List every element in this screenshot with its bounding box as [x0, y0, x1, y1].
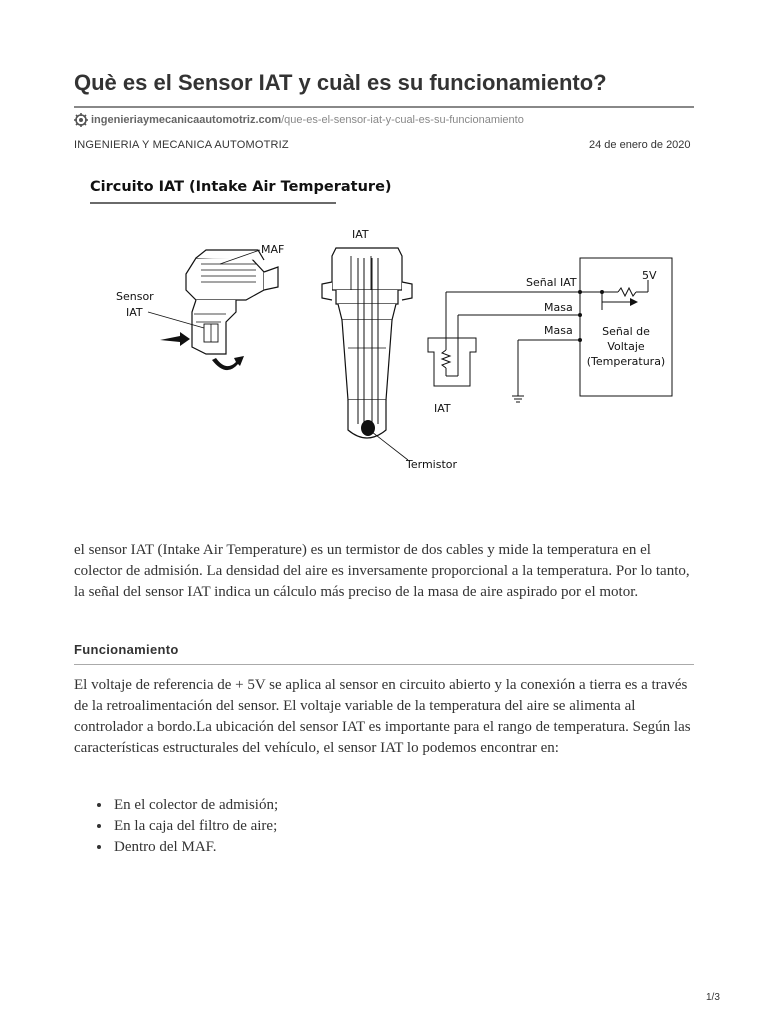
thermistor-bead: [361, 420, 375, 436]
intro-paragraph: el sensor IAT (Intake Air Temperature) es un termistor de dos cables y mide la temperatura en el colector de admisión. La densidad del aire es inversamente proporcional a la temperatura. Por lo tanto, la señal del sensor IAT indica un cálculo más preciso de la masa de aire aspirado por el motor.: [74, 542, 690, 600]
source-domain-link[interactable]: ingenieriaymecanicaautomotriz.com: [91, 114, 282, 126]
source-path: /que-es-el-sensor-iat-y-cual-es-su-funcionamiento: [281, 114, 524, 126]
label-iat-small: IAT: [126, 306, 143, 319]
figure-title: Circuito IAT (Intake Air Temperature): [90, 179, 392, 195]
section-heading-funcionamiento: Funcionamiento: [74, 642, 179, 657]
iat-circuit-diagram: [86, 172, 686, 482]
location-list: [74, 795, 278, 858]
site-favicon-icon: [74, 113, 88, 127]
publish-date: 24 de enero de 2020: [589, 139, 691, 151]
label-masa-2: Masa: [544, 324, 573, 337]
label-voltaje: Voltaje: [607, 340, 645, 353]
label-iat-top: IAT: [352, 228, 369, 241]
label-sensor: Sensor: [116, 290, 154, 303]
source-line: [74, 113, 524, 127]
publisher-name: INGENIERIA Y MECANICA AUTOMOTRIZ: [74, 139, 289, 151]
title-divider: [74, 106, 694, 108]
label-termistor: Termistor: [406, 458, 458, 471]
page-title: Què es el Sensor IAT y cuàl es su funcionamiento?: [74, 70, 607, 95]
list-item: • Dentro del MAF.: [112, 837, 278, 858]
iat-probe-drawing: [322, 248, 412, 438]
label-5v: 5V: [642, 269, 657, 282]
label-iat-bottom: IAT: [434, 402, 451, 415]
label-senal-iat: Señal IAT: [526, 276, 577, 289]
label-senal-de: Señal de: [602, 325, 650, 338]
funcionamiento-paragraph: El voltaje de referencia de + 5V se aplica al sensor en circuito abierto y la conexión a tierra es a través de la retroalimentación del sensor. El voltaje variable de la temperatura del aire se alimenta al controlador a bordo.La ubicación del sensor IAT es importante para el rango de temperatura. Según las características estructurales del vehículo, el sensor IAT lo podemos encontrar en:: [74, 677, 691, 756]
airflow-arrow-in: [160, 332, 190, 346]
airflow-arrow-out: [212, 356, 244, 370]
label-maf: MAF: [261, 243, 285, 256]
page-number: 1/3: [706, 992, 720, 1003]
list-item: • En la caja del filtro de aire;: [112, 816, 278, 837]
section-divider: [74, 664, 694, 665]
maf-sensor-drawing: [186, 250, 278, 354]
label-temperatura: (Temperatura): [586, 355, 666, 368]
list-item: • En el colector de admisión;: [112, 795, 278, 816]
label-masa-1: Masa: [544, 301, 573, 314]
